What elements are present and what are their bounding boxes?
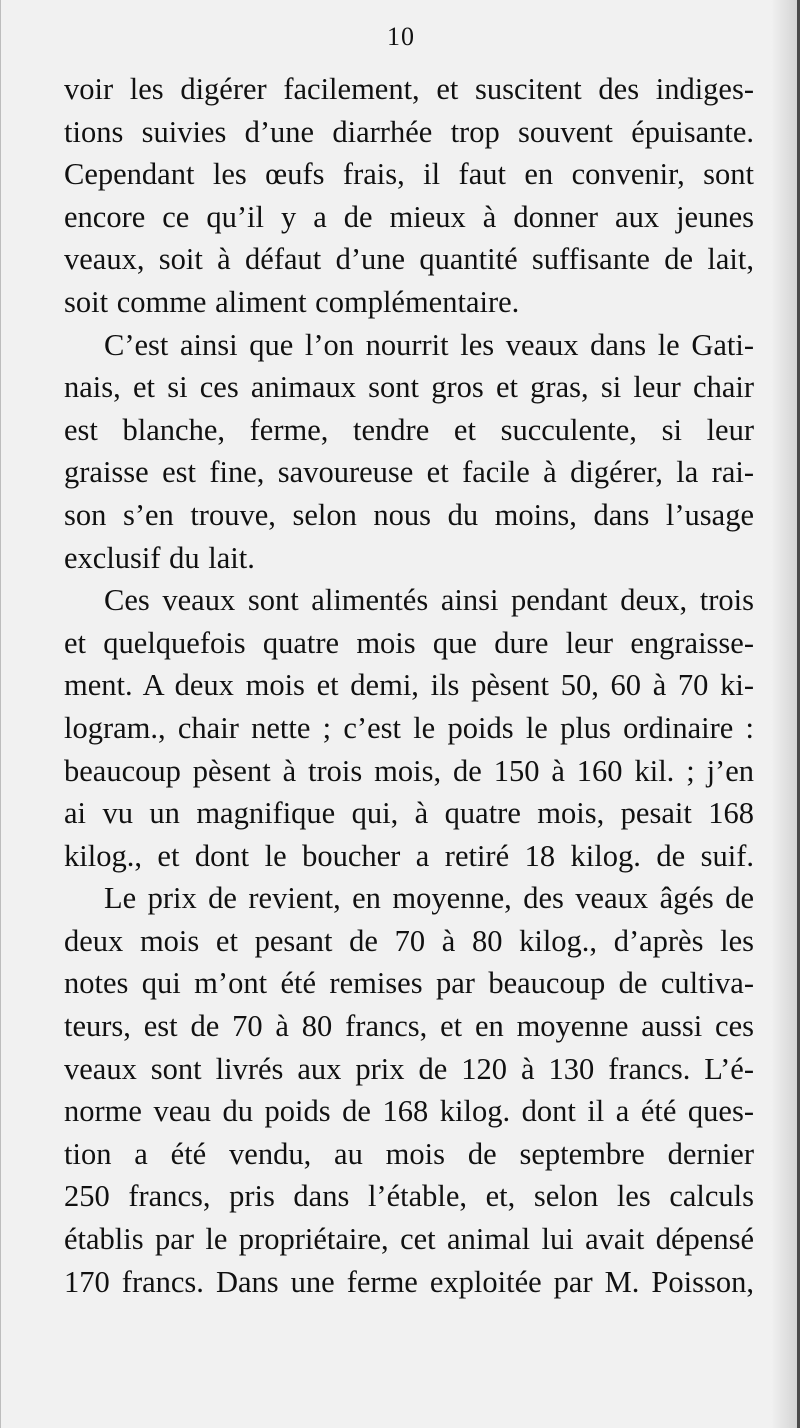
text-line: voir les digérer facilement, et suscitent des indiges- — [64, 72, 754, 106]
text-line: Ces veaux sont alimentés ainsi pendant deux, trois — [104, 583, 754, 618]
body-text — [64, 68, 754, 1303]
text-line: teurs, est de 70 à 80 francs, et en moyenne aussi ces — [64, 1009, 754, 1044]
paragraph-4 — [64, 877, 754, 1303]
text-line: est blanche, ferme, tendre et succulente, si leur — [64, 412, 754, 447]
text-line: kilog., et dont le boucher a retiré 18 kilog. de suif. — [64, 838, 754, 873]
text-line: exclusif du lait. — [64, 540, 255, 575]
text-line: Cependant les œufs frais, il faut en convenir, sont — [64, 157, 754, 192]
text-line: établis par le propriétaire, cet animal lui avait dépensé — [64, 1222, 754, 1257]
text-line: veaux sont livrés aux prix de 120 à 130 francs. L’é- — [64, 1051, 754, 1086]
text-line: notes qui m’ont été remises par beaucoup de cultiva- — [64, 966, 754, 1001]
text-line: veaux, soit à défaut d’une quantité suffisante de lait, — [64, 242, 754, 277]
text-line: 170 francs. Dans une ferme exploitée par M. Poisson, — [64, 1264, 754, 1299]
paragraph-2 — [64, 324, 754, 580]
text-line: 250 francs, pris dans l’étable, et, selon les calculs — [64, 1179, 754, 1214]
text-line: C’est ainsi que l’on nourrit les veaux dans le Gati- — [104, 327, 754, 362]
text-line: logram., chair nette ; c’est le poids le plus ordinaire : — [64, 710, 754, 745]
text-line: ai vu un magnifique qui, à quatre mois, pesait 168 — [64, 796, 754, 831]
text-line: encore ce qu’il y a de mieux à donner aux jeunes — [64, 199, 754, 234]
text-line: tion a été vendu, au mois de septembre dernier — [64, 1136, 754, 1171]
paragraph-1 — [64, 68, 754, 324]
text-line: norme veau du poids de 168 kilog. dont il a été ques- — [64, 1094, 754, 1129]
text-line: nais, et si ces animaux sont gros et gras, si leur chair — [64, 370, 754, 405]
text-line: soit comme aliment complémentaire. — [64, 284, 520, 319]
text-line: beaucoup pèsent à trois mois, de 150 à 160 kil. ; j’en — [64, 753, 754, 788]
paragraph-3 — [64, 579, 754, 877]
text-line: et quelquefois quatre mois que dure leur engraisse- — [64, 625, 754, 660]
text-line: son s’en trouve, selon nous du moins, dans l’usage — [64, 497, 754, 532]
text-line: tions suivies d’une diarrhée trop souvent épuisante. — [64, 114, 754, 149]
text-line: graisse est fine, savoureuse et facile à digérer, la rai- — [64, 455, 754, 490]
text-line: ment. A deux mois et demi, ils pèsent 50, 60 à 70 ki- — [64, 668, 754, 703]
text-line: deux mois et pesant de 70 à 80 kilog., d’après les — [64, 923, 754, 958]
page-number: 10 — [387, 22, 415, 51]
text-line: Le prix de revient, en moyenne, des veaux âgés de — [104, 881, 754, 916]
